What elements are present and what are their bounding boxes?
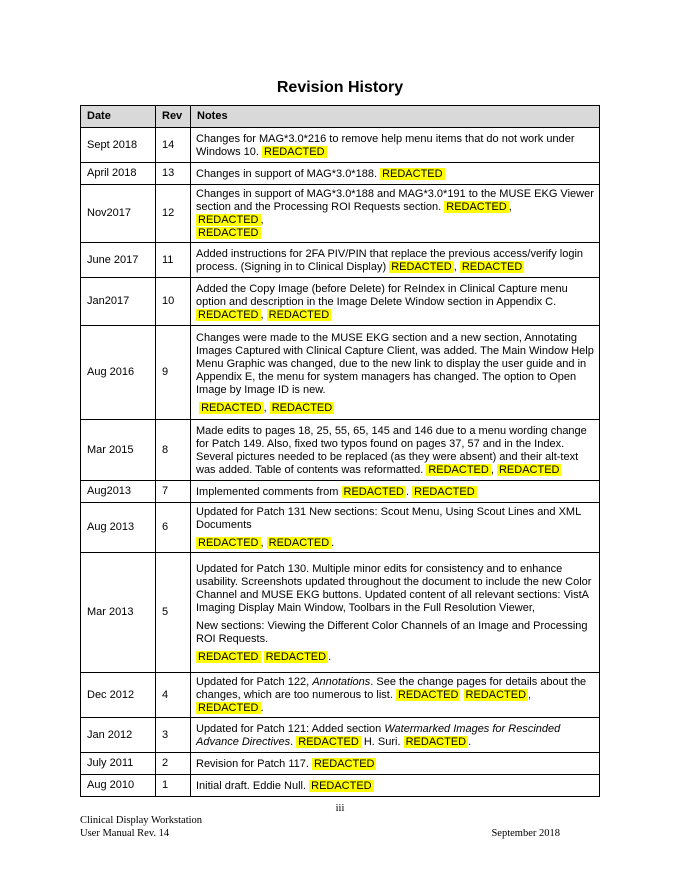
- notes-text: Changes were made to the MUSE EKG section and a new section, Annotating Images Captured with Clinical Capture Client, was added. The Main Window Help Menu Graphic was changed, due to the new link to display the user guide and in Appendix E, the menu for system managers has changed. The option to Open Image by Image ID is new.: [196, 331, 597, 396]
- row-notes: [191, 503, 600, 553]
- row-date: Nov2017: [81, 185, 156, 243]
- notes-text: ,: [528, 689, 532, 701]
- row-notes: [191, 326, 600, 420]
- row-date: Aug 2013: [81, 503, 156, 553]
- row-notes: [191, 163, 600, 185]
- notes-text: .: [406, 485, 413, 498]
- redacted-highlight: REDACTED: [268, 537, 330, 549]
- redacted-highlight: REDACTED: [271, 401, 333, 414]
- notes-paragraph: [196, 506, 595, 532]
- column-header-date: Date: [81, 106, 156, 128]
- notes-text: New sections: Viewing the Different Color Channels of an Image and Processing ROI Requests.: [196, 619, 591, 645]
- redacted-highlight: REDACTED: [198, 308, 259, 321]
- notes-text: .: [260, 702, 264, 714]
- table-row: [81, 481, 600, 503]
- row-date: Mar 2015: [81, 420, 156, 481]
- notes-text: ,: [508, 201, 512, 213]
- notes-paragraph: [196, 332, 595, 397]
- notes-text: Added the Copy Image (before Delete) for ReIndex in Clinical Capture menu option and description in the Image Delete Window section in Appendix C.: [196, 282, 571, 308]
- redacted-highlight: REDACTED: [405, 735, 467, 748]
- table-row: [81, 718, 600, 753]
- redacted-highlight: REDACTED: [264, 145, 325, 158]
- redacted-highlight: REDACTED: [465, 689, 527, 701]
- notes-paragraph: [196, 168, 595, 181]
- notes-paragraph: [196, 676, 595, 715]
- redacted-highlight: REDACTED: [391, 260, 452, 273]
- redacted-highlight: REDACTED: [265, 650, 327, 663]
- row-notes: [191, 553, 600, 673]
- row-rev: 12: [156, 185, 191, 243]
- footer-doc-title: Clinical Display Workstation: [80, 815, 203, 826]
- row-date: Jan 2012: [81, 718, 156, 753]
- notes-text: Updated for Patch 122,: [196, 676, 313, 688]
- notes-text: Implemented comments from: [196, 485, 342, 498]
- row-notes: [191, 420, 600, 481]
- redacted-highlight: REDACTED: [382, 167, 443, 180]
- redacted-highlight: REDACTED: [201, 401, 262, 414]
- notes-text: Updated for Patch 121: Added section: [196, 722, 385, 735]
- notes-paragraph: [196, 758, 595, 771]
- table-row: [81, 185, 600, 243]
- row-rev: 14: [156, 128, 191, 163]
- row-date: Dec 2012: [81, 673, 156, 718]
- table-row: [81, 553, 600, 673]
- notes-paragraph: [196, 283, 595, 322]
- notes-paragraph: [196, 780, 595, 793]
- redacted-highlight: REDACTED: [198, 214, 259, 226]
- notes-paragraph: [196, 133, 595, 159]
- table-row: [81, 163, 600, 185]
- redacted-highlight: REDACTED: [414, 485, 475, 498]
- notes-paragraph: [196, 402, 595, 415]
- notes-text: Updated for Patch 131 New sections: Scout Menu, Using Scout Lines and XML Documents: [196, 506, 584, 531]
- footer-doc-subtitle: User Manual Rev. 14: [80, 828, 170, 839]
- row-date: Jan2017: [81, 278, 156, 326]
- row-notes: [191, 243, 600, 278]
- page-title: Revision History: [276, 79, 404, 96]
- table-row: [81, 326, 600, 420]
- row-notes: [191, 775, 600, 797]
- row-rev: 3: [156, 718, 191, 753]
- row-date: Sept 2018: [81, 128, 156, 163]
- notes-text: Made edits to pages 18, 25, 55, 65, 145 and 146 due to a menu wording change for Patch 149. Also, fixed two typos found on pages 37, 57 and in the Index. Several pictures needed to be replaced (as they were absent) and their alt-text was added. Table of contents was reformatted.: [196, 424, 590, 476]
- notes-text: . See the change pages for details about the changes, which are too numerous to list.: [196, 676, 590, 701]
- table-row: [81, 673, 600, 718]
- notes-text: ,: [260, 214, 264, 226]
- redacted-highlight: REDACTED: [198, 537, 259, 549]
- footer-date: September 2018: [491, 828, 560, 839]
- row-rev: 2: [156, 753, 191, 775]
- notes-text: .: [328, 650, 332, 663]
- notes-text: ,: [490, 463, 497, 476]
- row-rev: 4: [156, 673, 191, 718]
- table-row: [81, 503, 600, 553]
- table-row: [81, 775, 600, 797]
- notes-paragraph: [196, 723, 595, 749]
- redacted-highlight: REDACTED: [397, 689, 459, 701]
- redacted-highlight: REDACTED: [298, 735, 359, 748]
- row-notes: [191, 481, 600, 503]
- row-date: Mar 2013: [81, 553, 156, 673]
- redacted-highlight: REDACTED: [198, 227, 259, 239]
- row-rev: 10: [156, 278, 191, 326]
- redacted-highlight: REDACTED: [313, 757, 375, 770]
- notes-paragraph: [196, 651, 595, 664]
- table-row: [81, 128, 600, 163]
- notes-text: H. Suri.: [360, 735, 404, 748]
- notes-text: Revision for Patch 117.: [196, 757, 312, 770]
- revision-history-table: [80, 105, 600, 797]
- row-notes: [191, 753, 600, 775]
- column-header-rev: Rev: [156, 106, 191, 128]
- notes-text: Added instructions for 2FA PIV/PIN that replace the previous access/verify login process. (Signing in to Clinical Display): [196, 247, 587, 273]
- redacted-highlight: REDACTED: [268, 308, 330, 321]
- notes-text: .: [290, 735, 297, 748]
- row-date: Aug 2010: [81, 775, 156, 797]
- notes-paragraph: [196, 537, 595, 550]
- row-notes: [191, 128, 600, 163]
- notes-text: Changes in support of MAG*3.0*188.: [196, 167, 381, 180]
- redacted-highlight: REDACTED: [311, 779, 372, 792]
- italic-text: Annotations: [312, 676, 371, 688]
- row-date: June 2017: [81, 243, 156, 278]
- table-row: [81, 420, 600, 481]
- redacted-highlight: REDACTED: [461, 260, 523, 273]
- redacted-highlight: REDACTED: [446, 201, 507, 213]
- row-rev: 9: [156, 326, 191, 420]
- notes-paragraph: [196, 188, 595, 240]
- row-rev: 1: [156, 775, 191, 797]
- row-rev: 7: [156, 481, 191, 503]
- notes-text: ,: [260, 537, 267, 549]
- redacted-highlight: REDACTED: [498, 463, 560, 476]
- row-notes: [191, 278, 600, 326]
- row-notes: [191, 718, 600, 753]
- row-date: July 2011: [81, 753, 156, 775]
- notes-text: .: [468, 735, 472, 748]
- notes-paragraph: [196, 486, 595, 499]
- notes-text: Changes for MAG*3.0*216 to remove help menu items that do not work under Windows 10.: [196, 132, 578, 158]
- redacted-highlight: REDACTED: [198, 702, 259, 714]
- notes-text: .: [331, 537, 335, 549]
- notes-paragraph: [196, 425, 595, 477]
- notes-text: Changes in support of MAG*3.0*188 and MAG*3.0*191 to the MUSE EKG Viewer section and the Processing ROI Requests section.: [196, 188, 597, 213]
- notes-text: Updated for Patch 130. Multiple minor edits for consistency and to enhance usability. Screenshots updated throughout the document to include the new Color Channel and MUSE EKG buttons. Updated content of all relevant sections: VistA Imaging Display Main Window, Toolbars in the Full Resolution Viewer,: [196, 562, 595, 614]
- notes-paragraph: [196, 563, 595, 615]
- row-rev: 5: [156, 553, 191, 673]
- row-notes: [191, 673, 600, 718]
- row-rev: 11: [156, 243, 191, 278]
- column-header-notes: Notes: [191, 106, 600, 128]
- notes-text: Initial draft. Eddie Null.: [196, 779, 310, 792]
- italic-text: Watermarked Images for Rescinded Advance Directives: [196, 722, 563, 748]
- table-row: [81, 243, 600, 278]
- row-rev: 8: [156, 420, 191, 481]
- row-date: April 2018: [81, 163, 156, 185]
- notes-text: ,: [260, 308, 267, 321]
- row-date: Aug2013: [81, 481, 156, 503]
- redacted-highlight: REDACTED: [343, 485, 405, 498]
- row-rev: 6: [156, 503, 191, 553]
- table-row: [81, 753, 600, 775]
- table-header-row: [81, 106, 600, 128]
- redacted-highlight: REDACTED: [198, 650, 259, 663]
- row-rev: 13: [156, 163, 191, 185]
- redacted-highlight: REDACTED: [428, 463, 489, 476]
- page-number: iii: [335, 803, 345, 814]
- notes-text: ,: [263, 401, 270, 414]
- notes-text: ,: [453, 260, 460, 273]
- notes-paragraph: [196, 620, 595, 646]
- row-date: Aug 2016: [81, 326, 156, 420]
- row-notes: [191, 185, 600, 243]
- table-row: [81, 278, 600, 326]
- notes-paragraph: [196, 248, 595, 274]
